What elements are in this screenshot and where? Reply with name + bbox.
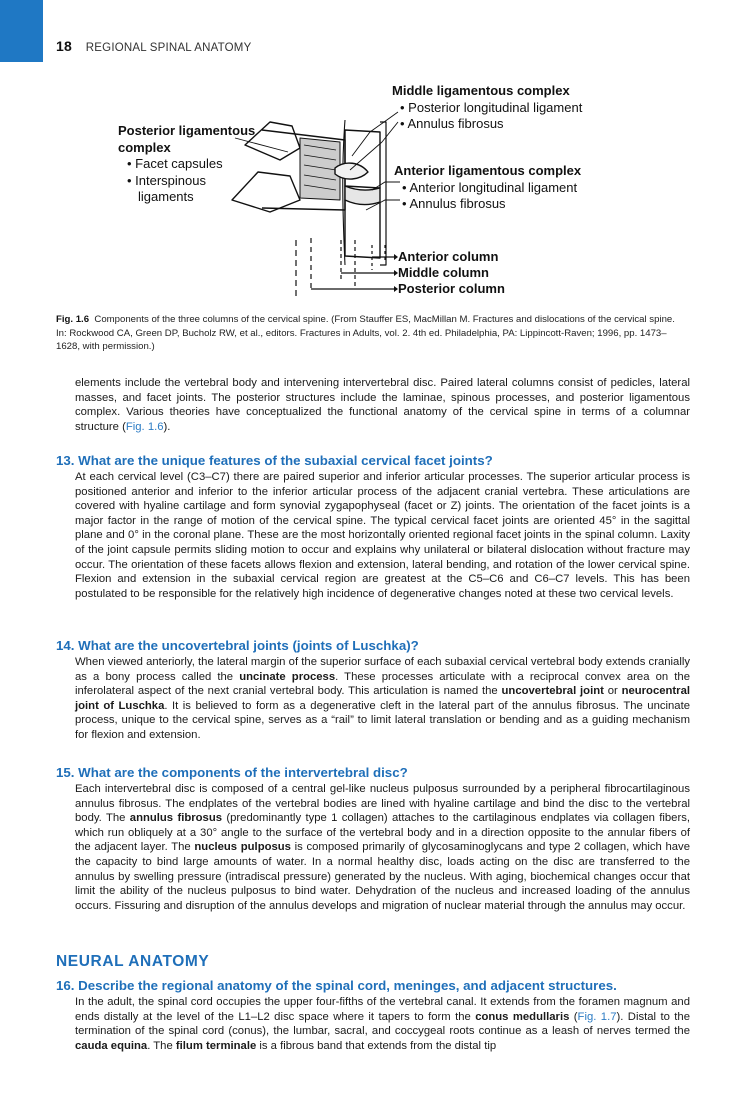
middle-item-1: • Posterior longitudinal ligament [400, 99, 583, 115]
question-16: 16. Describe the regional anatomy of the spinal cord, meninges, and adjacent structures. [56, 978, 617, 993]
answer-15 [75, 782, 690, 913]
question-14: 14. What are the uncovertebral joints (joints of Luschka)? [56, 638, 419, 653]
label-anterior-column: Anterior column [398, 249, 499, 264]
caption-fig-number: Fig. 1.6 [56, 314, 90, 325]
vertebral-body-lower [345, 200, 380, 258]
label-middle-complex [392, 83, 582, 133]
posterior-complex-title-2: complex [118, 139, 171, 155]
chapter-tab [0, 0, 43, 62]
a16-b1: conus medullaris [475, 1010, 570, 1023]
middle-complex-title: Middle ligamentous complex [392, 83, 570, 98]
figure-caption [56, 313, 686, 354]
a15-t1: Each intervertebral disc is composed of a central gel-like nucleus pulposus surrounded by a peripheral fibrocartilaginous annulus fibrosus. The endplates of the vertebral bodies are lined with hyaline cartilage and bind the disc to the vertebral body. The [75, 783, 690, 825]
a15-b1: annulus fibrosus [129, 812, 223, 825]
a15-t2: (predominantly type 1 collagen) attaches to the cartilaginous endplates via collagen fibers, which run obliquely at a 30° angle to the surface of the vertebral body and in a direction opposite to the annular fibers of the adjacent layer. The [75, 812, 691, 854]
answer-14 [75, 655, 690, 743]
label-posterior-complex [118, 123, 255, 206]
caption-text: Components of the three columns of the cervical spine. (From Stauffer ES, MacMillan M. Fractures and dislocations of the cervical spine. In: Rockwood CA, Green DP, Bucholz RW, et al., editors. Fractures in Adults, vol. 2. 4th ed. Philadelphia, PA: Lippincott-Raven; 1996, pp. 1473–1628, with permission.) [56, 314, 675, 353]
label-middle-column: Middle column [398, 265, 489, 280]
intro-paragraph [75, 376, 690, 434]
a16-t3: ). Distal to the termination of the spinal cord (conus), the lumbar, sacral, and coccygeal roots continue as a leash of nerves termed the [75, 1010, 690, 1038]
running-head [56, 38, 251, 54]
a14-t2: . These processes articulate with a reciprocal convex area on the inferolateral aspect of the next cranial vertebral body. This articulation is named the [75, 670, 691, 698]
page-number: 18 [56, 38, 72, 54]
posterior-item-2: • Interspinous [127, 172, 206, 188]
a14-t1: When viewed anteriorly, the lateral margin of the superior surface of each subaxial cervical vertebral body extends cranially as a bony process called the [75, 656, 690, 683]
a15-b2: nucleus pulposus [194, 841, 291, 854]
question-15: 15. What are the components of the intervertebral disc? [56, 765, 408, 780]
a16-t2: ( [569, 1010, 578, 1023]
a16-t5: is a fibrous band that extends from the distal tip [256, 1039, 497, 1052]
a14-b2: uncovertebral joint [501, 685, 604, 698]
intro-tail: ). [163, 420, 171, 433]
posterior-item-1: • Facet capsules [127, 156, 223, 171]
fig-1-6-link[interactable]: Fig. 1.6 [125, 420, 164, 433]
a16-b3: filum terminale [175, 1039, 257, 1052]
anterior-complex-title: Anterior ligamentous complex [394, 163, 582, 178]
fig-1-7-link[interactable]: Fig. 1.7 [577, 1010, 617, 1023]
middle-item-2: • Annulus fibrosus [400, 116, 504, 131]
a14-b1: uncinate process [239, 670, 336, 683]
spine-illustration [0, 60, 743, 300]
posterior-complex-title-1: Posterior ligamentous [118, 123, 256, 138]
a16-t1: In the adult, the spinal cord occupies the upper four-fifths of the vertebral canal. It extends from the foramen magnum and ends distally at the level of the L1–L2 disc space where it tapers to form the [75, 996, 690, 1023]
posterior-item-3: ligaments [138, 189, 194, 204]
section-heading-neural: NEURAL ANATOMY [56, 953, 210, 970]
figure-1-6 [0, 60, 743, 300]
a14-b3: neurocentral joint of Luschka [75, 685, 690, 712]
a14-t3: or [603, 685, 622, 698]
anterior-item-1: • Anterior longitudinal ligament [402, 179, 578, 195]
intro-text: elements include the vertebral body and intervening intervertebral disc. Paired lateral columns consist of pedicles, lateral masses, and facet joints. The posterior structures include the laminae, spinous processes, and posterior ligamentous complex. Various theories have conceptualized the functional anatomy of the cervical spine in terms of a columnar structure ( [75, 377, 690, 433]
label-posterior-column: Posterior column [398, 281, 505, 296]
label-anterior-complex [394, 163, 581, 213]
question-13: 13. What are the unique features of the subaxial cervical facet joints? [56, 453, 493, 468]
anterior-item-2: • Annulus fibrosus [402, 196, 506, 211]
answer-13: At each cervical level (C3–C7) there are paired superior and inferior articular processes. The superior articular process is positioned anterior and inferior to the inferior articular process of the adjacent cranial vertebra. These articulations are covered with hyaline cartilage and form synovial zygapophyseal (facet or Z) joints. The orientation of the facet joints is a major factor in the range of motion of the cervical spine. The typical cervical facet joints are oriented 45° in the sagittal plane and 0° in the coronal plane. These are the most horizontally oriented regional facet joints in the spinal column. Laxity of the joint capsule permits sliding motion to occur and explains why unilateral or bilateral dislocation without fracture may occur. The orientation of these facets allows flexion and extension, lateral bending, and rotation of the lower cervical spine. Flexion and extension in the subaxial cervical region are greatest at the C5–C6 and C6–C7 levels. This has been postulated to be responsible for the relatively high incidence of degenerative changes noted at these two cervical levels. [75, 471, 690, 600]
running-title: REGIONAL SPINAL ANATOMY [85, 42, 252, 54]
a14-t4: . It is believed to form as a degenerative cleft in the lateral part of the annulus fibrosus. The uncinate process, unique to the cervical spine, serves as a “rail” to limit lateral translation or bending and as a guiding mechanism for flexion and extension. [75, 699, 690, 741]
a16-b2: cauda equina [75, 1039, 148, 1052]
a16-t4: . The [147, 1039, 176, 1052]
a15-t3: is composed primarily of glycosaminoglycans and type 2 collagen, which have the capacity to bind large amounts of water. In a normal healthy disc, loads acting on the disc are transferred to the annulus by swelling pressure (intradiscal pressure) generated by the nucleus. With aging, biochemical changes occur that limit the ability of the nucleus pulposus to bind water. Dehydration of the nucleus and increased loading of the annulus occurs. Fissuring and disruption of the annulus develops and migration of nuclear material through the annulus may occur. [75, 841, 690, 912]
answer-16 [75, 995, 690, 1053]
